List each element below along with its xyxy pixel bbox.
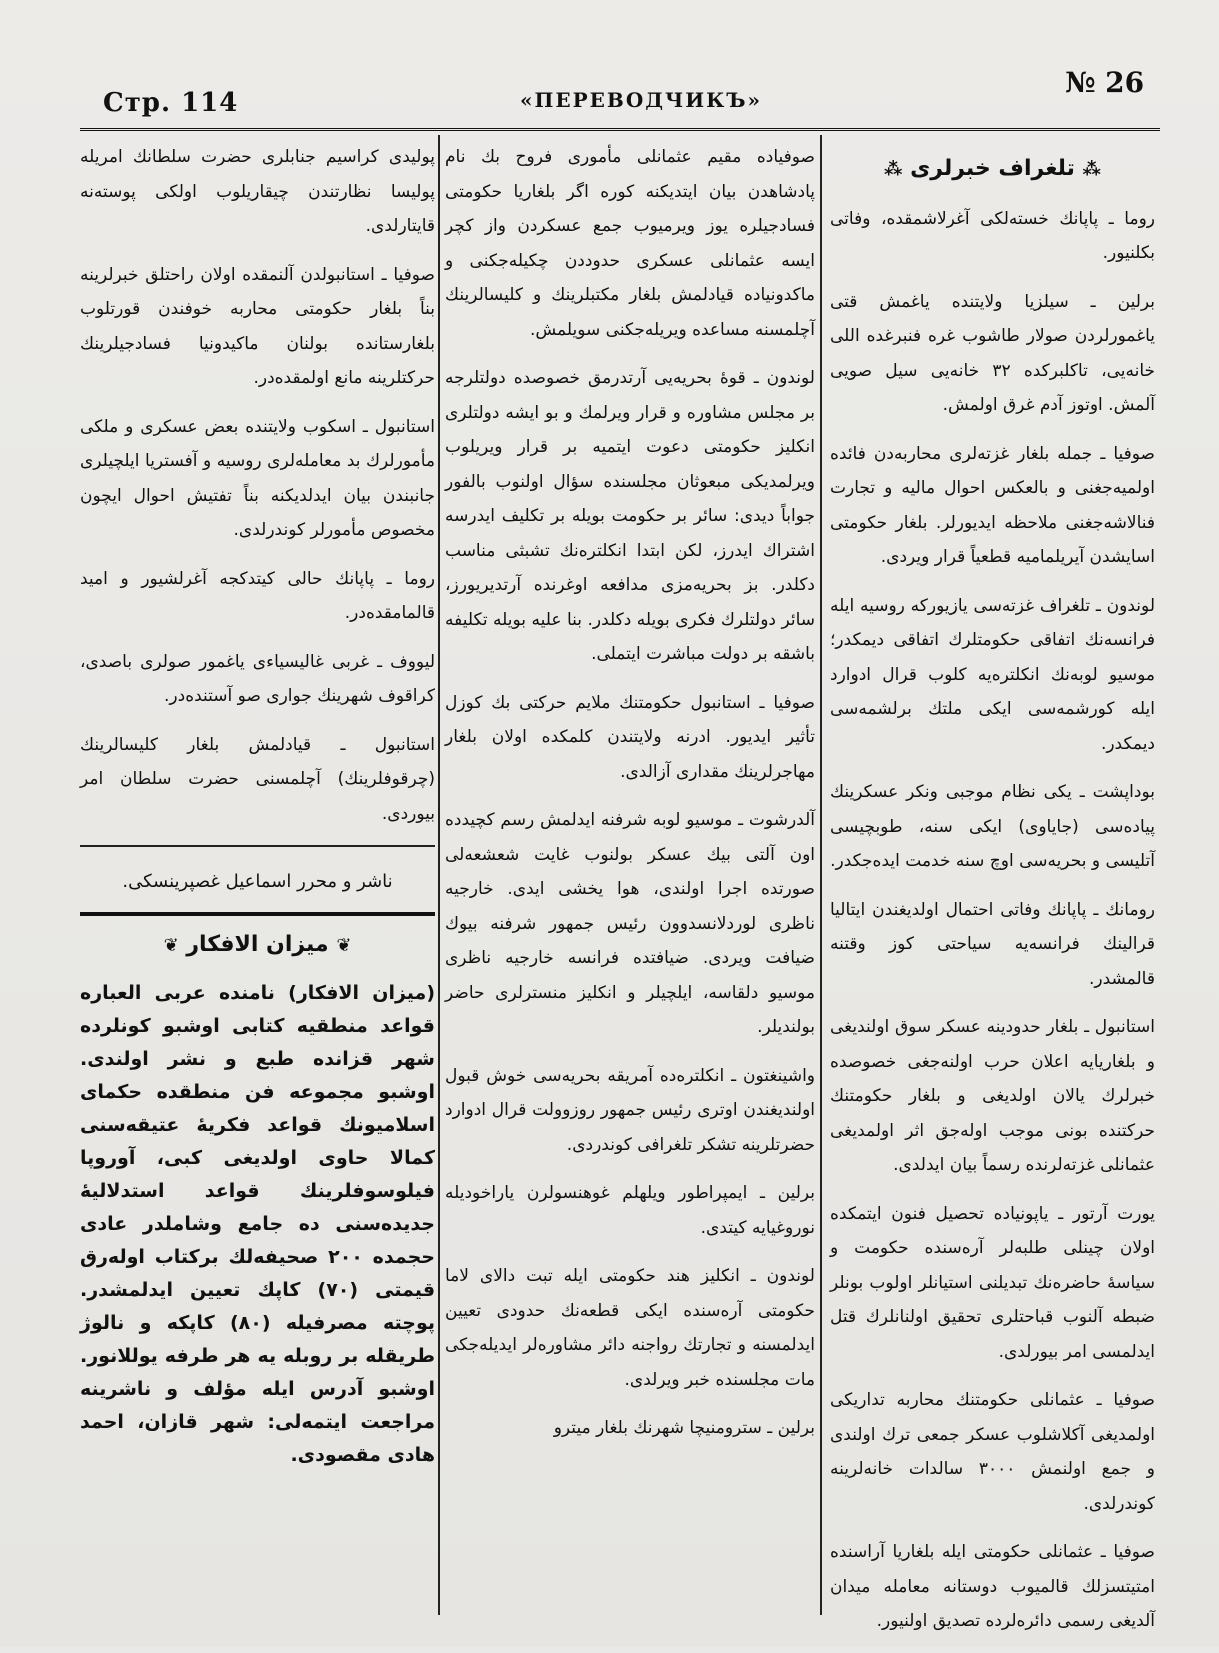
ornament-icon: ⁂: [884, 159, 903, 180]
page-header: [0, 0, 1219, 135]
news-item: برلين ـ سيلزيا ولايتنده ياغمش قتى ياغمورلردن صولار طاشوب غره فنبرغده اللى خانه‌يى، تاكلبركده ٣٢ خانه‌يى سيل صويى آلمش. اوتوز آدم غرق اولمش.: [830, 291, 1156, 415]
news-item: ليووف ـ غربى غاليسياءى ياغمور صولرى باصدى، كراقوف شهرينك جوارى صو آستنده‌در.: [80, 651, 435, 706]
page-number-label: Стр. 114: [103, 88, 239, 118]
news-item: برلين ـ ايمپراطور ويلهلم غوهنسولرن ياراخوديله نوروغيايه كيتدى.: [445, 1183, 815, 1238]
news-item: صوفيا ـ استانبول حكومتنك ملايم حركتى بك كوزل تأثير ايديور. ادرنه ولايتندن كلمكده اولان بلغار مهاجرلرينك مقدارى آزالدى.: [445, 692, 815, 782]
news-item: صوفيا ـ استانبولدن آلنمقده اولان راحتلق خبرلرينه بناً بلغار حكومتى محاربه خوفندن قورتلوب بلغارستانده بولنان ماكيدونيا فسادجيلرينك حركتلرينه مانع اولمقده‌در.: [80, 264, 435, 388]
mizan-advertisement: [80, 928, 435, 1473]
news-item: لوندون ـ تلغراف غزته‌سى يازيوركه روسيه ايله فرانسه‌نك اتفاقى حكومتلرك اتفاقى ديمكدر؛ موسيو لوبه‌نك انكلتره‌يه كلوب قرال ادوارد ايله كورشمه‌سى ايكى ملتك برلشمه‌سى ديمكدر.: [830, 595, 1155, 754]
ornament-icon: ❦: [336, 934, 352, 956]
news-item: استانبول ـ بلغار حدودينه عسكر سوق اولنديغى و بلغاريايه اعلان حرب اولنه‌جغى خصوصده خبرلرك يالان اولديغى و بلغار حكومتنك حركتنده بونى موجب اوله‌جق اثر اولمديغى عثمانلى غزته‌لرنده رسماً بيان ايدلدى.: [830, 1017, 1155, 1175]
news-item: استانبول ـ قيادلمش بلغار كليسالرينك (چرقوفلرينك) آچلمسنى حضرت سلطان امر بيوردى.: [80, 734, 435, 824]
middle-news-column: [445, 140, 815, 1460]
news-item: رومانك ـ پاپانك وفاتى احتمال اولديغندن ايتاليا قرالينك فرانسه‌يه سياحتى كوز وقتنه قالمشدر.: [830, 899, 1155, 989]
column-divider-right: [820, 135, 822, 1615]
left-news-column: [80, 140, 435, 1486]
news-item: يورت آرتور ـ ياپونياده تحصيل فنون ايتمكده اولان چينلى طلبه‌لر آرەسنده حكومت و سياسهٔ حاضره‌نك تبديلنى استيانلر اولوب بونلر ضبطه آلنوب قباحتلرى تحقيق اولنانلرك قتل ايدلمسى امر بيورلدى.: [830, 1203, 1155, 1362]
news-item: لوندون ـ انكليز هند حكومتى ايله تبت دالاى لاما حكومتى آرەسنده ايكى قطعه‌نك حدودى تعيين ايدلمسنه و تجارتك رواجنه دائر مشاوره‌لر ايديله‌جكى مات مجلسنده خبر ويرلدى.: [445, 1266, 815, 1390]
news-item: بوداپشت ـ يكى نظام موجبى ونكر عسكرينك پياده‌سى (جاياوى) ايكى سنه، طوبچيسى آتليسى و بحريه‌سى اوچ سنه خدمت ايده‌جكدر.: [830, 782, 1155, 871]
header-rule: [80, 128, 1160, 131]
section-title: [830, 152, 1155, 188]
ornament-icon: ⁂: [1082, 159, 1101, 180]
column-divider-left: [438, 135, 440, 1615]
newspaper-title: «ПЕРЕВОДЧИКЪ»: [520, 88, 763, 112]
divider: [80, 845, 435, 847]
publisher-line: ناشر و محرر اسماعيل غصپرينسكى.: [122, 871, 393, 892]
news-item: روما ـ پاپانك حالى كيتدكجه آغرلشيور و اميد قالمامقده‌در.: [80, 568, 435, 623]
news-item: لوندون ـ قوهٔ بحريه‌يى آرتدرمق خصوصده دولتلرجه بر مجلس مشاوره و قرار ويرلمك و بو ايشه دولتلرى انكليز حكومتى دعوت ايتميه بر قرار ويريلوب ويرلمديكى مبعوثان مجلسنده سؤال اولنوب بالفور جواباً ديدى: سائر بر حكومت بويله بر تكليف ايدرسه اشتراك ايدرز، لكن ابتدا انكلتره‌نك تشبثى مناسب دكلدر. بز بحريه‌مزى مدافعه اوغرنده آرتديريورز، سائر دولتلرك فكرى بويله دكلدر. بنا عليه بويله تكليفه باشقه بر دولت مباشرت ايتملى.: [445, 368, 815, 664]
mizan-text: (ميزان الافكار) نامنده عربى العباره قواعد منطقيه كتابى اوشبو كونلرده شهر قزانده طبع و نشر اولندى. اوشبو مجموعه فن منطقده حكماى اسلاميونك قواعد فكريهٔ عتيقه‌سنى كمالا حاوى اولديغى كبى، آوروپا فيلوسوفلرينك قواعد استدلاليهٔ جديده‌سنى ده جامع وشاملدر عادى حجمده ٢٠٠ صحيفه‌لك بركتاب اوله‌رق قيمتى (٧٠) كاپك تعيين ايدلمشدر. پوچته مصرفيله (٨٠) كاپكه و نالوژ طريقله بر روبله يه هر طرفه يوللانور. اوشبو آدرس ايله مؤلف و ناشرينه مراجعت ايتمه‌لى: شهر قازان، احمد هادى مقصودى.: [80, 982, 436, 1466]
mizan-title: ميزان الافكار: [186, 931, 329, 957]
news-item: صوفيا ـ جمله بلغار غزته‌لرى محاربه‌دن فائده اولميه‌جغنى و بالعكس احوال ماليه و تجارت فنالاشه‌جغنى ملاحظه ايديورلر. بلغار حكومتى اسايشدن آيريلماميه قطعياً قرار ويردى.: [830, 443, 1155, 567]
news-item: واشينغتون ـ انكلتره‌ده آمريقه بحريه‌سى خوش قبول اولنديغندن اوترى رئيس جمهور روزوولت قرال ادوارد حضرتلرينه تشكر تلغرافى كوندردى.: [445, 1065, 815, 1155]
issue-number: № 26: [1065, 66, 1145, 99]
mizan-title-row: [80, 928, 435, 964]
telegraph-news-column: [830, 140, 1155, 1653]
news-item: صوفياده مقيم عثمانلى مأمورى فروح بك نام پادشاهدن بيان ايتديكنه كوره اگر بلغاريا حكومتى فسادجيلره يوز ويرميوب جمع عسكردن واز كچر ايسه عثمانلى عسكرى حدوددن چكيله‌جكنى و ماكدونياده قيادلمش بلغار مكتبلرينك و كليسالرينك آچلمسنه مساعده ويريله‌جكنى سويلمش.: [445, 147, 815, 340]
news-item: روما ـ پاپانك خسته‌لكى آغرلاشمقده، وفاتى بكلنيور.: [830, 208, 1155, 263]
news-item: برلين ـ سترومنيچا شهرنك بلغار ميترو: [553, 1418, 815, 1438]
news-item: پوليدى كراسيم جنابلرى حضرت سلطانك امريله پوليسا نظارتندن چيقاريلوب اولكى پوسته‌نه قايتارلدى.: [80, 147, 435, 236]
divider: [80, 912, 435, 916]
news-item: صوفيا ـ عثمانلى حكومتنك محاربه تداريكى اولمديغى آكلاشلوب عسكر جمعى ترك اولندى و جمع اولنمش ٣٠٠٠ سالدات خانه‌لرينه كوندرلدى.: [830, 1390, 1155, 1514]
news-item: صوفيا ـ عثمانلى حكومتى ايله بلغاريا آراسنده امتيتسزلك قالميوب دوستانه معامله ميدان آلديغى رسمى دائره‌لرده تصديق اولنيور.: [830, 1542, 1155, 1631]
news-item: استانبول ـ اسكوب ولايتنده بعض عسكرى و ملكى مأمورلرك بد معامله‌لرى روسيه و آفستريا ايلچيلرى جانبندن بيان ايدلديكنه بناً تفتيش احوال ايچون مخصوص مأمورلر كوندرلدى.: [80, 416, 435, 540]
ornament-icon: ❦: [163, 934, 179, 956]
telegraph-news-title: تلغراف خبرلری: [910, 156, 1075, 181]
news-item: آلدرشوت ـ موسيو لوبه شرفنه ايدلمش رسم كچيدده اون آلتى بيك عسكر بولنوب غايت شعشعه‌لى صورتده اجرا اولندى، هوا يخشى ايدى. خارجيه ناظرى لوردلانسدوون رئيس جمهور شرفنه بيوك ضيافت ويردى. ضيافتده فرانسه خارجيه ناظرى موسيو دلقاسه، ايلچيلر و انكليز منسترلرى حاضر بولنديلر.: [445, 810, 815, 1037]
